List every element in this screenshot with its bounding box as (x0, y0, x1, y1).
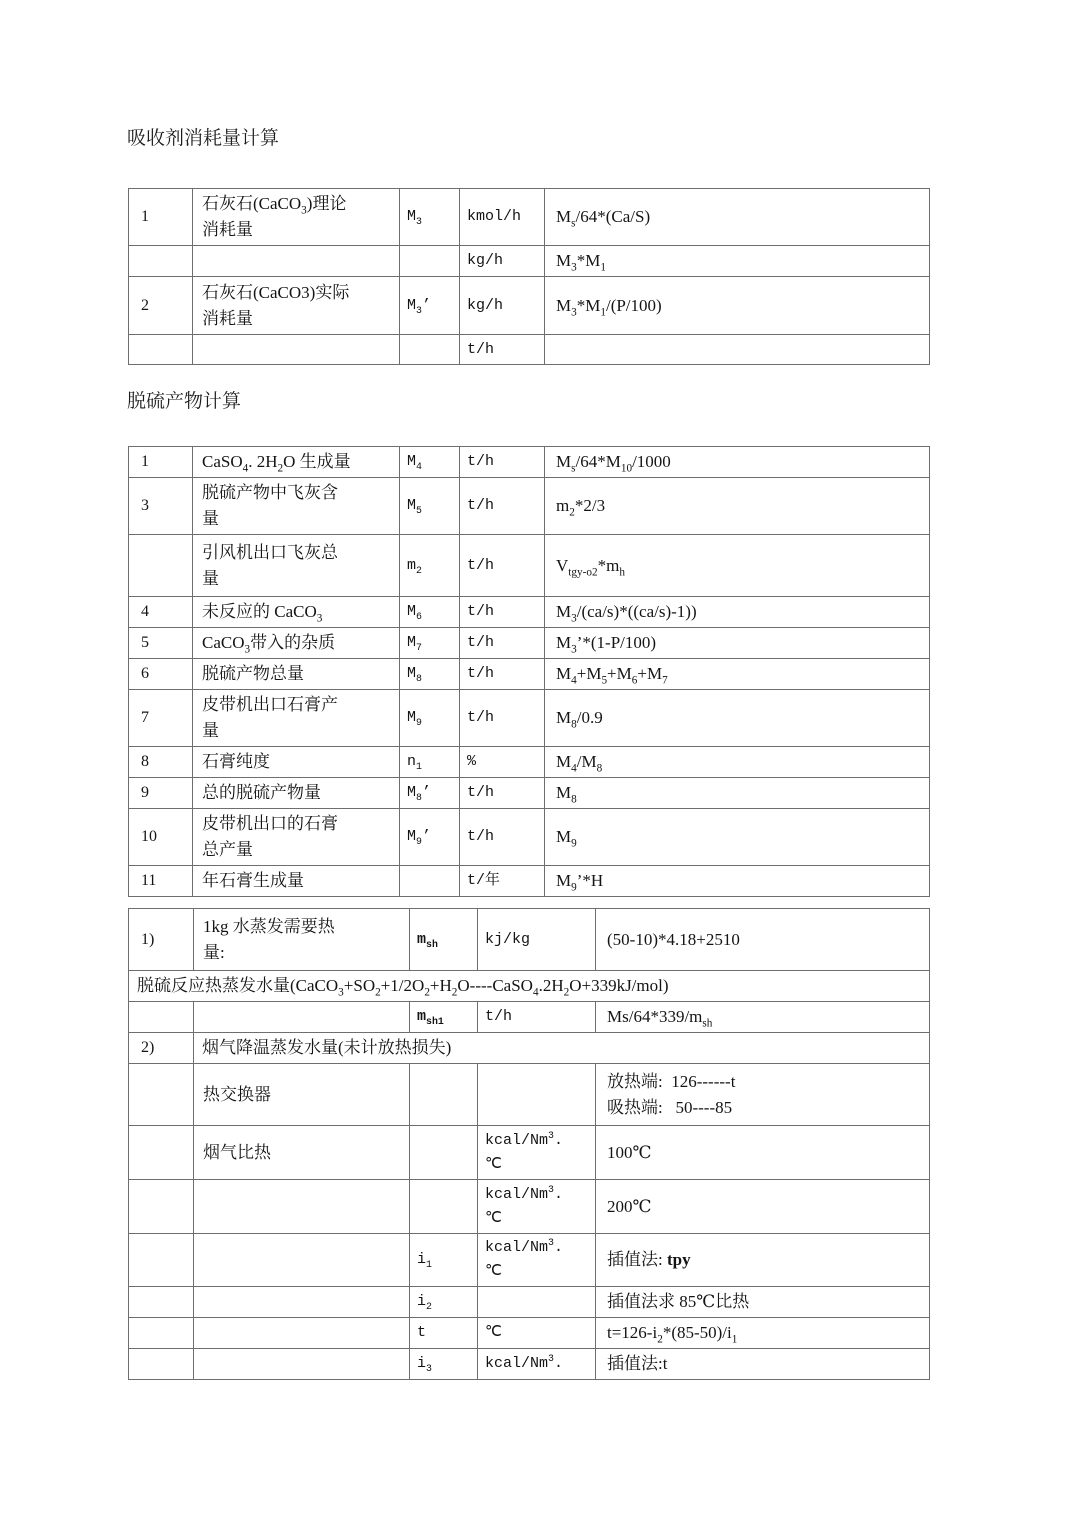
row-number-cell (129, 246, 193, 277)
symbol-cell: $i_2$ (410, 1287, 478, 1318)
table-row (129, 747, 930, 778)
symbol-cell: $M_7$ (400, 628, 460, 659)
symbol-cell: $i_3$ (410, 1349, 478, 1380)
unit-cell: t/h (460, 690, 545, 747)
description-cell: 1kg 水蒸发需要热 量: (194, 909, 410, 971)
formula-cell: $M_9’*H$ (545, 866, 930, 897)
symbol-cell: $M_8$ (400, 659, 460, 690)
symbol-cell: $m_2$ (400, 535, 460, 597)
formula-cell: (50-10)*4.18+2510 (596, 909, 930, 971)
section-title-products: 脱硫产物计算 (127, 391, 242, 412)
unit-cell: kj/kg (478, 909, 596, 971)
table-row (129, 866, 930, 897)
formula-cell: $M_3’*(1-P/100)$ (545, 628, 930, 659)
description-cell: 脱硫产物总量 (193, 659, 400, 690)
unit-cell: t/h (460, 447, 545, 478)
description-cell: 石灰石(CaCO$_3$)理论 消耗量 (193, 189, 400, 246)
row-number-cell (129, 1349, 194, 1380)
unit-cell: ℃ (478, 1318, 596, 1349)
description-cell: CaSO$_4$. $2H_2O$ 生成量 (193, 447, 400, 478)
merged-cell: 烟气降温蒸发水量(未计放热损失) (194, 1033, 930, 1064)
table-row (129, 189, 930, 246)
unit-cell: kcal/Nm$^3$. ℃ (478, 1234, 596, 1287)
merged-cell: 脱硫反应热蒸发水量$(CaCO_3+SO_2+1/2O_2+H_2O----CaSO_4.2H_2O+339kJ/mol)$ (129, 971, 930, 1002)
table-row (129, 335, 930, 365)
description-cell: 年石膏生成量 (193, 866, 400, 897)
formula-cell: $M_3/(ca/s)*((ca/s)-1)$) (545, 597, 930, 628)
description-cell: 石灰石(CaCO3)实际 消耗量 (193, 277, 400, 335)
table-row (129, 1002, 930, 1033)
absorbent-consumption-table (128, 188, 930, 365)
formula-cell: $t=126-i_2*(85-50)/i_1$ (596, 1318, 930, 1349)
unit-cell: t/h (460, 478, 545, 535)
row-number-cell (129, 1126, 194, 1180)
description-cell: 烟气比热 (194, 1126, 410, 1180)
description-cell: 皮带机出口石膏产 量 (193, 690, 400, 747)
table-row (129, 1180, 930, 1234)
description-cell (194, 1287, 410, 1318)
description-cell (194, 1002, 410, 1033)
formula-cell: $M_4+M_5+M_6+M_7$ (545, 659, 930, 690)
table-row (129, 1349, 930, 1380)
unit-cell: kg/h (460, 277, 545, 335)
row-number-cell (129, 1002, 194, 1033)
formula-cell: 插值法:t (596, 1349, 930, 1380)
row-number-cell: 3 (129, 478, 193, 535)
symbol-cell: $n_1$ (400, 747, 460, 778)
table-row (129, 1064, 930, 1126)
description-cell (194, 1349, 410, 1380)
formula-cell: $M_9$ (545, 809, 930, 866)
row-number-cell: 11 (129, 866, 193, 897)
symbol-cell: $m_{sh}$ (410, 909, 478, 971)
unit-cell: t/h (460, 659, 545, 690)
evaporation-heat-table (128, 908, 930, 1380)
formula-cell: $M_8$ (545, 778, 930, 809)
row-number-cell (129, 1234, 194, 1287)
description-cell: 石膏纯度 (193, 747, 400, 778)
description-cell: 未反应的 CaCO$_3$ (193, 597, 400, 628)
table-row (129, 1033, 930, 1064)
row-number-cell: 1) (129, 909, 194, 971)
unit-cell (478, 1064, 596, 1126)
unit-cell (478, 1287, 596, 1318)
table-row (129, 478, 930, 535)
row-number-cell: 4 (129, 597, 193, 628)
symbol-cell (410, 1064, 478, 1126)
row-number-cell: 5 (129, 628, 193, 659)
formula-cell: $M_8/0.9$ (545, 690, 930, 747)
unit-cell: t/h (460, 335, 545, 365)
formula-cell (545, 335, 930, 365)
description-cell: 引风机出口飞灰总 量 (193, 535, 400, 597)
symbol-cell (400, 246, 460, 277)
unit-cell: kcal/Nm$^3$. ℃ (478, 1180, 596, 1234)
section-title-absorbent: 吸收剂消耗量计算 (127, 128, 280, 149)
row-number-cell: 2 (129, 277, 193, 335)
symbol-cell: $M_3$’ (400, 277, 460, 335)
symbol-cell (410, 1126, 478, 1180)
formula-cell: $M_3*M_1$ (545, 246, 930, 277)
unit-cell: t/h (460, 597, 545, 628)
row-number-cell: 2) (129, 1033, 194, 1064)
row-number-cell: 8 (129, 747, 193, 778)
unit-cell: % (460, 747, 545, 778)
description-cell: 皮带机出口的石膏 总产量 (193, 809, 400, 866)
row-number-cell: 6 (129, 659, 193, 690)
row-number-cell (129, 1064, 194, 1126)
table-row (129, 246, 930, 277)
formula-cell: 100℃ (596, 1126, 930, 1180)
symbol-cell: $m_{sh1}$ (410, 1002, 478, 1033)
symbol-cell (400, 335, 460, 365)
row-number-cell (129, 1287, 194, 1318)
description-cell: 总的脱硫产物量 (193, 778, 400, 809)
table-row (129, 1234, 930, 1287)
table-row (129, 1287, 930, 1318)
symbol-cell: $M_5$ (400, 478, 460, 535)
formula-cell: $M_3*M_1/(P/100)$ (545, 277, 930, 335)
table-row (129, 659, 930, 690)
row-number-cell (129, 335, 193, 365)
row-number-cell: 10 (129, 809, 193, 866)
unit-cell: kg/h (460, 246, 545, 277)
table-row (129, 690, 930, 747)
table-row (129, 909, 930, 971)
formula-cell: $M_s/64*(Ca/S)$ (545, 189, 930, 246)
table-row (129, 809, 930, 866)
description-cell: CaCO$_3$带入的杂质 (193, 628, 400, 659)
row-number-cell: 1 (129, 447, 193, 478)
unit-cell: kcal/Nm$^3$. ℃ (478, 1126, 596, 1180)
description-cell (194, 1180, 410, 1234)
formula-cell: $V_{tgy-o2}*m_h$ (545, 535, 930, 597)
formula-cell: 插值法: tpy (596, 1234, 930, 1287)
description-cell (194, 1318, 410, 1349)
unit-cell: kcal/Nm$^3$. (478, 1349, 596, 1380)
symbol-cell: $M_9$’ (400, 809, 460, 866)
symbol-cell: $i_1$ (410, 1234, 478, 1287)
symbol-cell (410, 1180, 478, 1234)
symbol-cell: $M_3$ (400, 189, 460, 246)
row-number-cell: 7 (129, 690, 193, 747)
unit-cell: t/h (460, 628, 545, 659)
table-row (129, 1126, 930, 1180)
formula-cell: $M_s/64*M_{10}/1000$ (545, 447, 930, 478)
unit-cell: kmol/h (460, 189, 545, 246)
formula-cell: $Ms/64*339/m_{sh}$ (596, 1002, 930, 1033)
symbol-cell: t (410, 1318, 478, 1349)
description-cell (194, 1234, 410, 1287)
formula-cell: 放热端: 126------t 吸热端: 50----85 (596, 1064, 930, 1126)
symbol-cell: $M_8$’ (400, 778, 460, 809)
unit-cell: t/年 (460, 866, 545, 897)
table-row (129, 1318, 930, 1349)
row-number-cell: 9 (129, 778, 193, 809)
formula-cell: 200℃ (596, 1180, 930, 1234)
description-cell (193, 335, 400, 365)
unit-cell: t/h (460, 809, 545, 866)
symbol-cell: $M_9$ (400, 690, 460, 747)
symbol-cell: $M_4$ (400, 447, 460, 478)
table-row (129, 535, 930, 597)
formula-cell: 插值法求 85℃比热 (596, 1287, 930, 1318)
table-row (129, 971, 930, 1002)
description-cell (193, 246, 400, 277)
unit-cell: t/h (460, 535, 545, 597)
table-row (129, 778, 930, 809)
description-cell: 脱硫产物中飞灰含 量 (193, 478, 400, 535)
desulfurization-products-table (128, 446, 930, 897)
description-cell: 热交换器 (194, 1064, 410, 1126)
table-row (129, 628, 930, 659)
row-number-cell: 1 (129, 189, 193, 246)
symbol-cell: $M_6$ (400, 597, 460, 628)
row-number-cell (129, 1180, 194, 1234)
row-number-cell (129, 535, 193, 597)
row-number-cell (129, 1318, 194, 1349)
table-row (129, 277, 930, 335)
formula-cell: $m_2*2/3$ (545, 478, 930, 535)
table-row (129, 597, 930, 628)
table-row (129, 447, 930, 478)
symbol-cell (400, 866, 460, 897)
formula-cell: $M_4/M_8$ (545, 747, 930, 778)
unit-cell: t/h (478, 1002, 596, 1033)
unit-cell: t/h (460, 778, 545, 809)
